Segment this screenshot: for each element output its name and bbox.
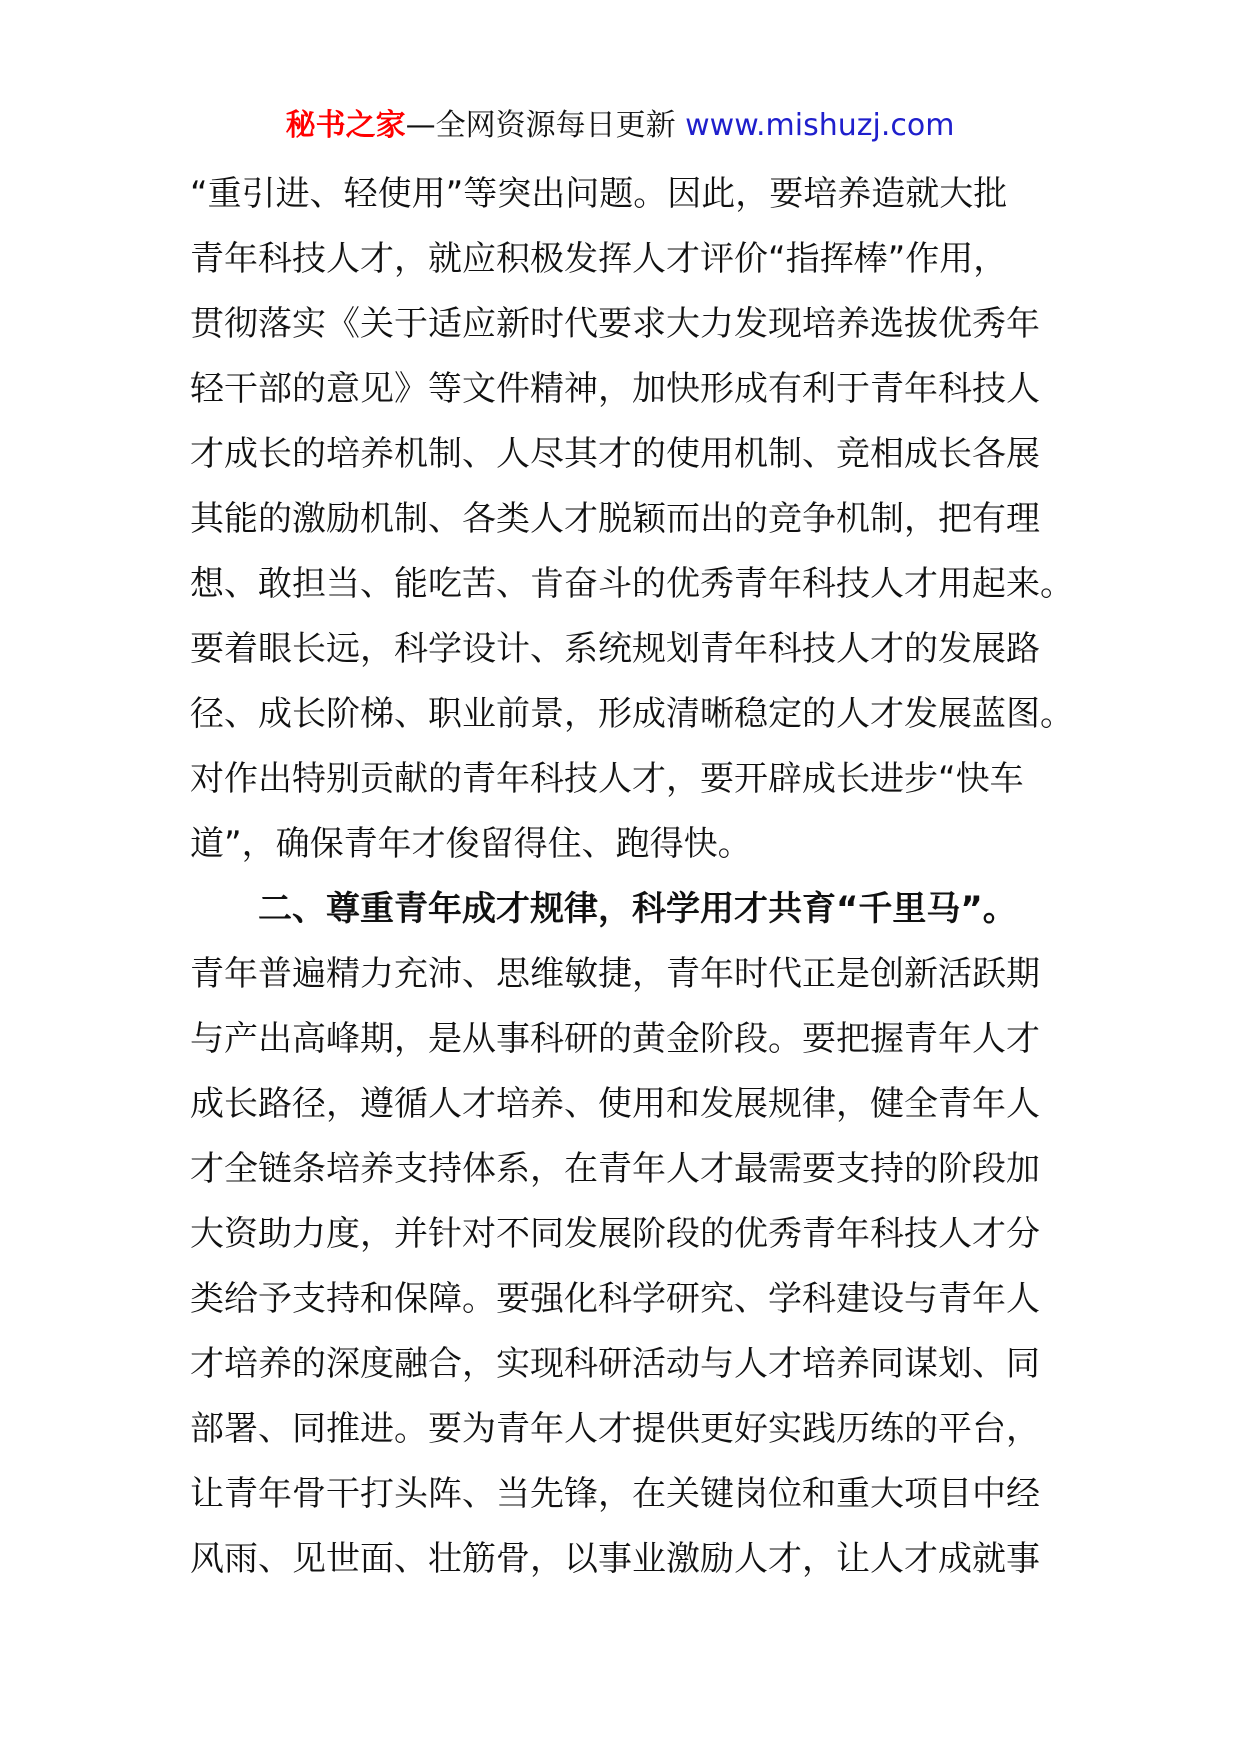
- text-line: 才成长的培养机制、人尽其才的使用机制、竞相成长各展: [190, 434, 1040, 474]
- text-line: 贯彻落实《关于适应新时代要求大力发现培养选拔优秀年: [190, 304, 1040, 344]
- document-body: [190, 162, 1074, 1592]
- text-line: 对作出特别贡献的青年科技人才，要开辟成长进步“快车: [190, 759, 1024, 799]
- text-line: 轻干部的意见》等文件精神，加快形成有利于青年科技人: [190, 369, 1040, 409]
- text-line: 成长路径，遵循人才培养、使用和发展规律，健全青年人: [190, 1084, 1040, 1124]
- site-brand: 秘书之家: [285, 108, 406, 143]
- text-line: 青年普遍精力充沛、思维敏捷，青年时代正是创新活跃期: [190, 954, 1040, 994]
- page-header: [0, 104, 1240, 148]
- text-line: “重引进、轻使用”等突出问题。因此，要培养造就大批: [190, 174, 1008, 214]
- text-line: 与产出高峰期，是从事科研的黄金阶段。要把握青年人才: [190, 1019, 1040, 1059]
- text-line: 才全链条培养支持体系，在青年人才最需要支持的阶段加: [190, 1149, 1040, 1189]
- text-line: 部署、同推进。要为青年人才提供更好实践历练的平台，: [190, 1409, 1040, 1449]
- text-line: 青年科技人才，就应积极发挥人才评价“指挥棒”作用，: [190, 239, 1008, 279]
- site-tagline: —全网资源每日更新: [405, 108, 686, 143]
- text-line: 才培养的深度融合，实现科研活动与人才培养同谋划、同: [190, 1344, 1040, 1384]
- site-url-link[interactable]: www.mishuzj.com: [685, 108, 955, 143]
- text-line: 让青年骨干打头阵、当先锋，在关键岗位和重大项目中经: [190, 1474, 1040, 1514]
- section-heading: 二、尊重青年成才规律，科学用才共育“千里马”。: [258, 889, 1017, 929]
- text-line: 想、敢担当、能吃苦、肯奋斗的优秀青年科技人才用起来。: [190, 564, 1074, 604]
- text-line: 道”，确保青年才俊留得住、跑得快。: [190, 824, 752, 864]
- text-line: 风雨、见世面、壮筋骨，以事业激励人才，让人才成就事: [190, 1539, 1040, 1579]
- text-line: 类给予支持和保障。要强化科学研究、学科建设与青年人: [190, 1279, 1040, 1319]
- text-line: 要着眼长远，科学设计、系统规划青年科技人才的发展路: [190, 629, 1040, 669]
- text-line: 其能的激励机制、各类人才脱颖而出的竞争机制，把有理: [190, 499, 1040, 539]
- text-line: 大资助力度，并针对不同发展阶段的优秀青年科技人才分: [190, 1214, 1040, 1254]
- text-line: 径、成长阶梯、职业前景，形成清晰稳定的人才发展蓝图。: [190, 694, 1074, 734]
